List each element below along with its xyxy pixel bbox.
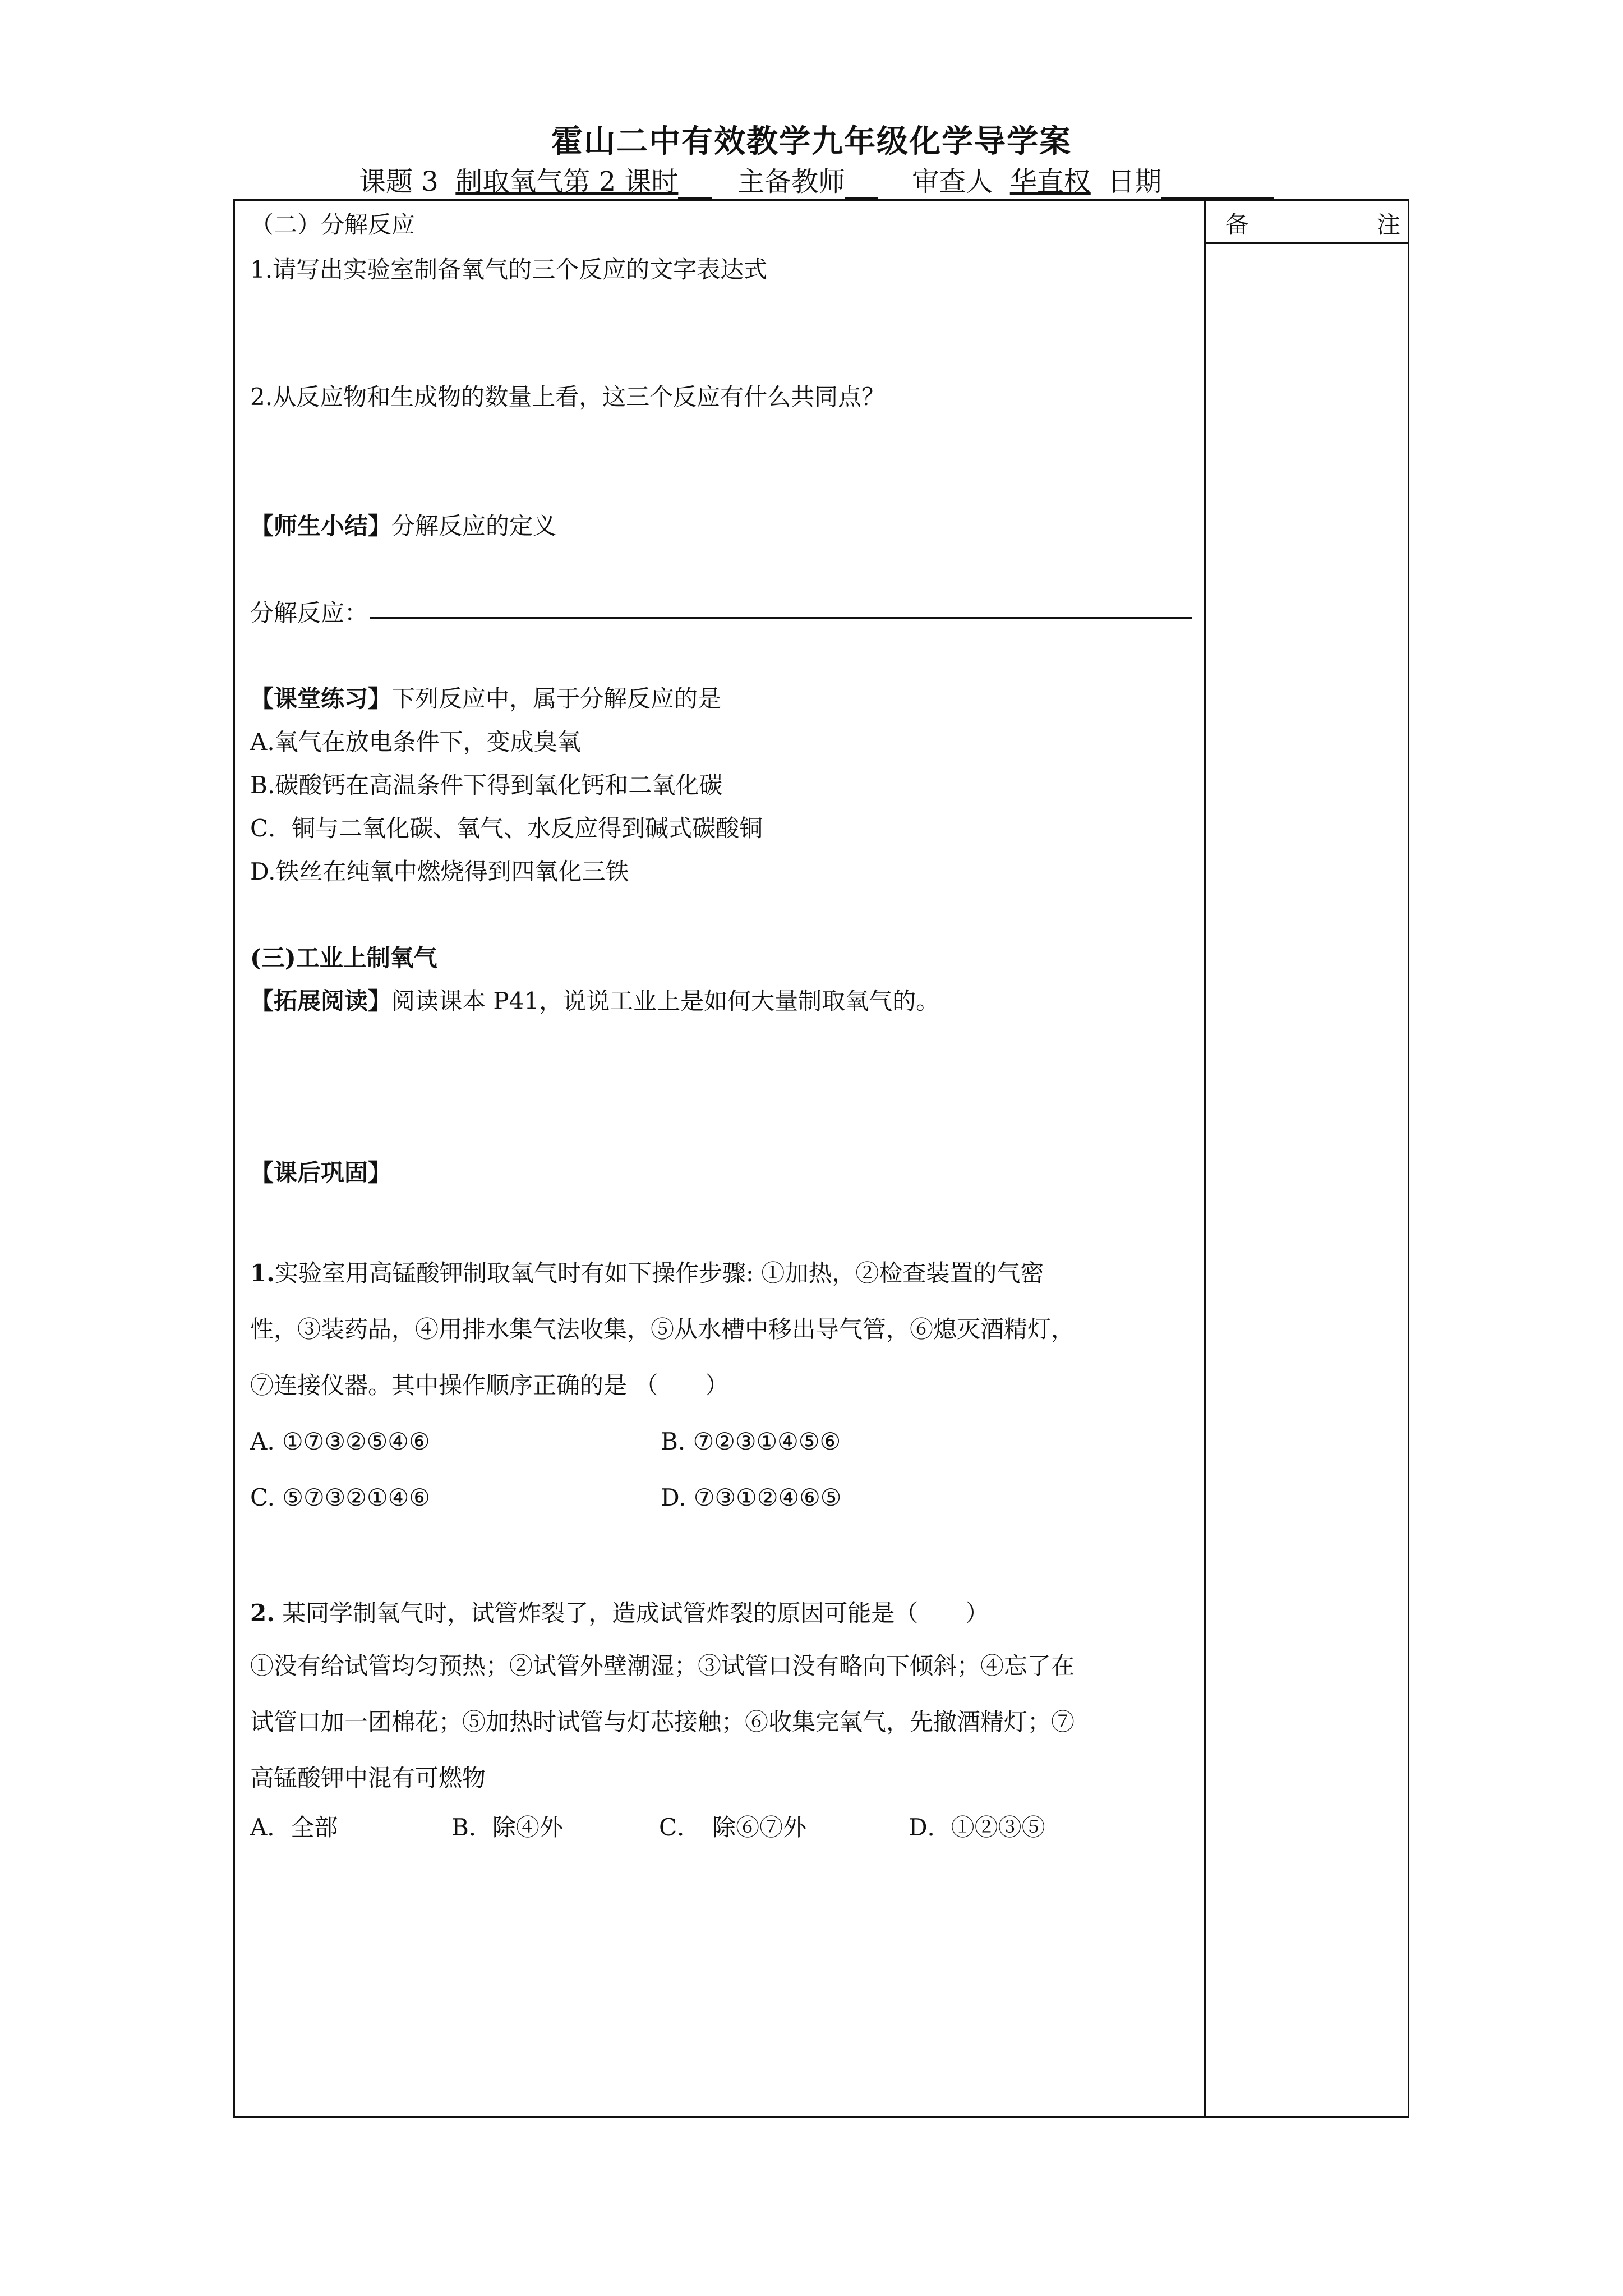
review-q1-text: 实验室用高锰酸钾制取氧气时有如下操作步骤: ①加热，②检查装置的气密性，③装药品，④用排水集气法收集，⑤从水槽中移出导气管，⑥熄灭酒精灯，⑦连接仪器。其中操作顺序正确的是 （ ） xyxy=(250,1259,1075,1399)
review-tag: 【课后巩固】 xyxy=(250,1159,392,1186)
date-blank xyxy=(1161,171,1274,199)
notes-column-divider xyxy=(1204,199,1206,2118)
notes-header-divider xyxy=(1204,242,1409,244)
practice-option-d: D.铁丝在纯氧中燃烧得到四氧化三铁 xyxy=(250,858,629,885)
summary-line xyxy=(250,508,556,541)
notes-column-header xyxy=(1225,206,1401,240)
section3-heading: (三)工业上制氧气 xyxy=(250,944,437,972)
reading-text: 阅读课本 P41，说说工业上是如何大量制取氧气的。 xyxy=(391,987,940,1015)
definition-label: 分解反应： xyxy=(250,599,368,627)
worksheet-table xyxy=(233,199,1409,2118)
lesson-info-line xyxy=(359,160,1274,199)
review-q2-body: ①没有给试管均匀预热；②试管外壁潮湿；③试管口没有略向下倾斜；④忘了在试管口加一团棉花；⑤加热时试管与灯芯接触；⑥收集完氧气，先撤酒精灯；⑦高锰酸钾中混有可燃物 xyxy=(250,1652,1075,1792)
review-q2-option-b: B．除④外 xyxy=(451,1814,563,1841)
practice-option-a: A.氧气在放电条件下，变成臭氧 xyxy=(250,728,581,756)
section2-question-2: 2.从反应物和生成物的数量上看，这三个反应有什么共同点？ xyxy=(250,383,886,411)
review-q1-option-c: C. ⑤⑦③②①④⑥ xyxy=(250,1484,430,1511)
practice-option-b: B.碳酸钙在高温条件下得到氧化钙和二氧化碳 xyxy=(250,771,723,799)
review-q1-option-a: A. ①⑦③②⑤④⑥ xyxy=(250,1428,430,1455)
review-q2-text: 某同学制氧气时，试管炸裂了，造成试管炸裂的原因可能是（ ） xyxy=(274,1599,989,1627)
section2-question-1: 1.请写出实验室制备氧气的三个反应的文字表达式 xyxy=(250,256,768,283)
notes-header-right: 注 xyxy=(1377,211,1401,238)
practice-question: 下列反应中，属于分解反应的是 xyxy=(391,685,722,712)
date-label: 日期 xyxy=(1108,166,1162,197)
reviewer-label: 审查人 xyxy=(912,166,993,197)
section2-heading: （二）分解反应 xyxy=(250,211,416,238)
reviewer-name: 华直权 xyxy=(1009,166,1091,197)
topic-blank xyxy=(678,171,712,199)
review-q2-option-a: A．全部 xyxy=(250,1814,338,1841)
reading-line xyxy=(250,983,939,1016)
practice-line xyxy=(250,680,721,714)
summary-tag: 【师生小结】 xyxy=(250,512,392,540)
summary-text: 分解反应的定义 xyxy=(391,512,557,540)
teacher-blank xyxy=(845,171,878,199)
lesson-topic: 制取氧气第 2 课时 xyxy=(455,166,679,197)
lesson-prefix: 课题 3 xyxy=(359,166,439,197)
practice-option-c: C．铜与二氧化碳、氧气、水反应得到碱式碳酸铜 xyxy=(250,815,763,842)
teacher-label: 主备教师 xyxy=(737,166,846,197)
definition-answer-line xyxy=(370,617,1192,619)
review-q2-option-c: C． 除⑥⑦外 xyxy=(659,1814,807,1841)
practice-tag: 【课堂练习】 xyxy=(250,685,392,712)
review-q2-number: 2. xyxy=(250,1599,275,1627)
review-q1-number: 1. xyxy=(250,1259,275,1287)
review-question-1 xyxy=(250,1245,1080,1414)
review-question-2 xyxy=(250,1595,989,1628)
review-q1-option-b: B. ⑦②③①④⑤⑥ xyxy=(661,1428,841,1455)
review-q2-option-d: D．①②③⑤ xyxy=(909,1814,1045,1841)
review-q1-option-d: D. ⑦③①②④⑥⑤ xyxy=(661,1484,842,1511)
reading-tag: 【拓展阅读】 xyxy=(250,987,392,1015)
notes-header-left: 备 xyxy=(1225,211,1249,238)
page-title: 霍山二中有效教学九年级化学导学案 xyxy=(551,123,1072,160)
